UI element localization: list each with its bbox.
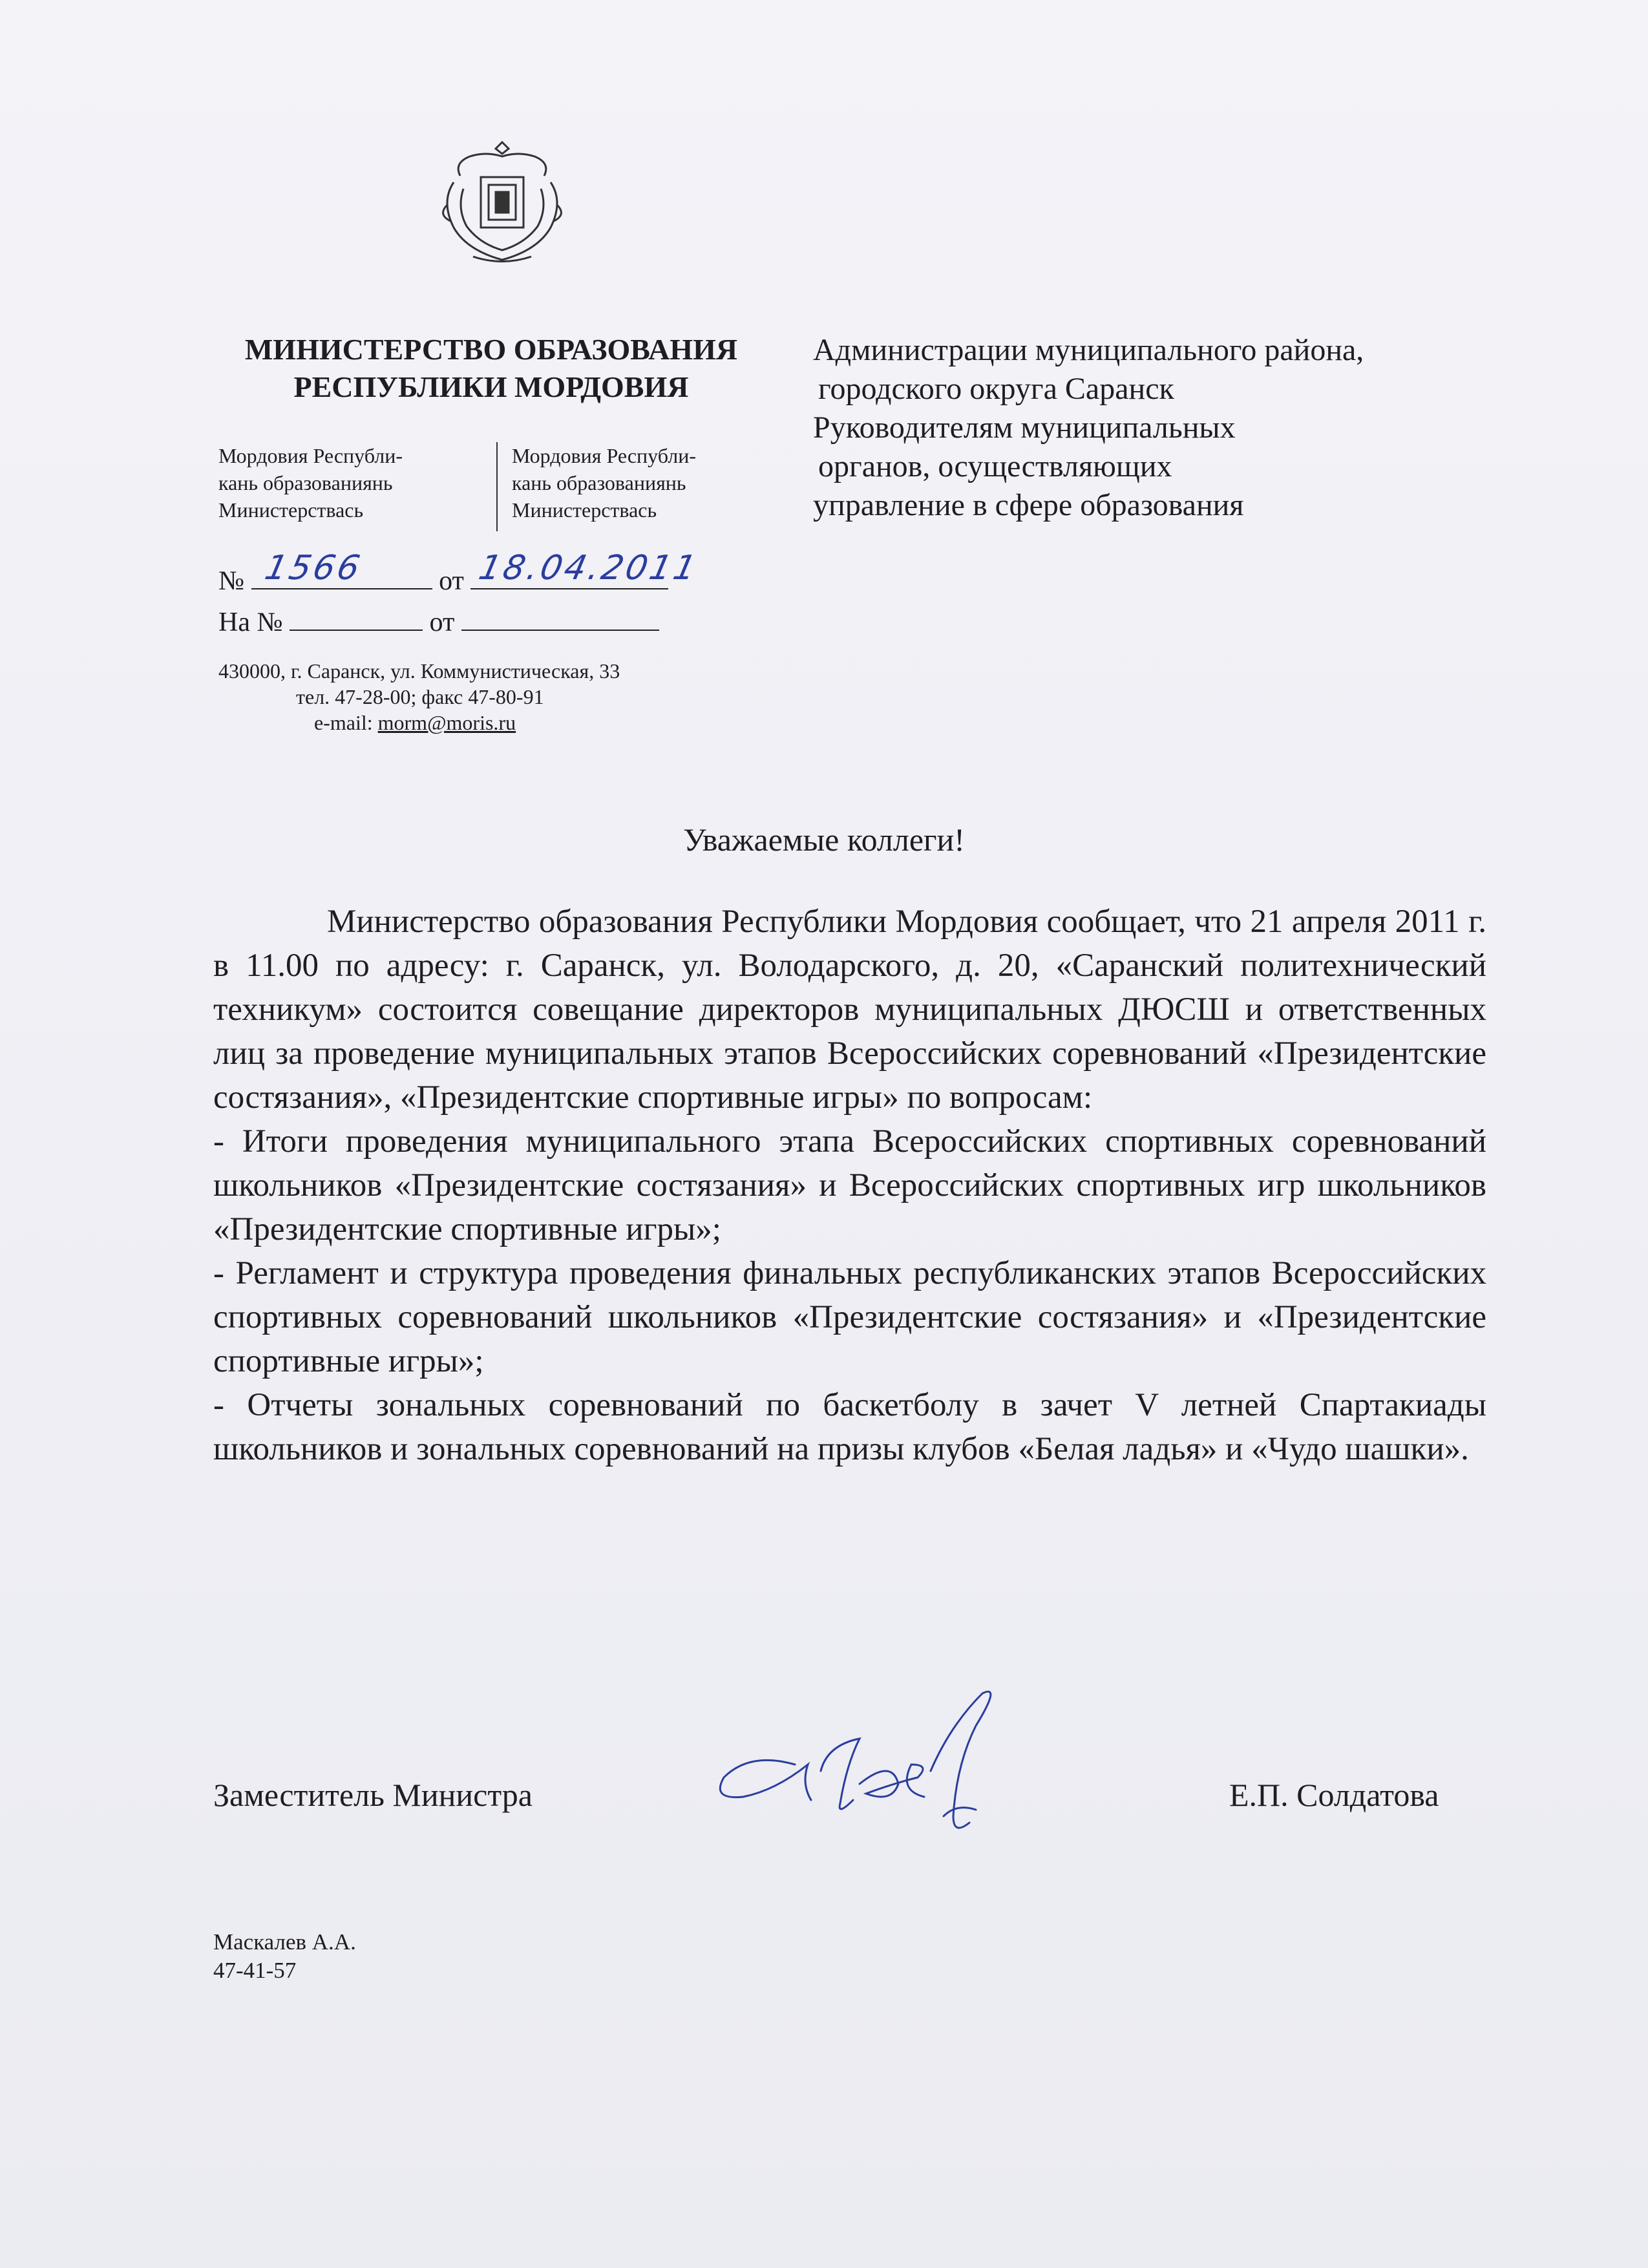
addressee-line: Администрации муниципального района, — [813, 333, 1364, 367]
native-left-line: Мордовия Республи- — [218, 444, 403, 467]
native-left-line: кань образованиянь — [218, 471, 393, 494]
native-right-line: кань образованиянь — [512, 471, 686, 494]
agenda-item: - Отчеты зональных соревнований по баскетболу в зачет V летней Спартакиады школьников и зональных соревнований на призы клубов «Белая ладья» и «Чудо шашки». — [213, 1387, 1486, 1467]
native-right-line: Министерствась — [512, 498, 657, 522]
handwritten-date: 18.04.2011 — [476, 549, 703, 588]
native-language-title — [218, 442, 777, 531]
addressee-line: городского округа Саранск — [818, 372, 1174, 406]
ministry-email-line — [218, 710, 620, 736]
ref-date-field — [461, 604, 659, 631]
reference-number-line — [218, 604, 659, 639]
executor-info — [213, 1928, 356, 1985]
executor-name: Маскалев А.А. — [213, 1929, 356, 1955]
body-intro: Министерство образования Республики Мордовия сообщает, что 21 апреля 2011 г. в 11.00 по адресу: г. Саранск, ул. Володарского, д. 20, «Саранский политехнический техникум» состоится совещание директоров муниципальных ДЮСШ и ответственных лиц за проведение муниципальных этапов Всероссийских соревнований «Президентские состязания», «Президентские спортивные игры» по вопросам: — [213, 904, 1486, 1116]
agenda-item: - Регламент и структура проведения финальных республиканских этапов Всероссийских спортивных соревнований школьников «Президентские состязания» и «Президентские спортивные игры»; — [213, 1255, 1486, 1379]
signatory-name: Е.П. Солдатова — [1229, 1777, 1439, 1813]
handwritten-number: 1566 — [261, 549, 366, 588]
ref-number-field — [290, 604, 423, 631]
date-field — [470, 549, 703, 589]
number-label: № — [218, 566, 245, 596]
ministry-title-line2: РЕСПУБЛИКИ МОРДОВИЯ — [293, 370, 689, 403]
executor-phone: 47-41-57 — [213, 1958, 297, 1983]
date-label: от — [439, 566, 464, 596]
ministry-contacts — [218, 658, 620, 736]
addressee-line: органов, осуществляющих — [818, 449, 1172, 483]
ref-date-label: от — [429, 608, 455, 637]
ministry-address: 430000, г. Саранск, ул. Коммунистическая, 33 — [218, 659, 620, 683]
ministry-phones: тел. 47-28-00; факс 47-80-91 — [296, 685, 544, 708]
addressee-line: управление в сфере образования — [813, 488, 1244, 522]
signatory-position: Заместитель Министра — [213, 1777, 533, 1813]
native-title-right — [498, 442, 777, 531]
native-left-line: Министерствась — [218, 498, 364, 522]
letter-body — [213, 900, 1486, 1471]
native-right-line: Мордовия Республи- — [512, 444, 696, 467]
email-label: e-mail: — [314, 711, 373, 734]
native-title-left — [218, 442, 498, 531]
number-field — [251, 549, 432, 589]
outgoing-number-line — [218, 549, 703, 597]
ref-number-label: На № — [218, 608, 283, 637]
handwritten-signature-icon — [698, 1687, 1060, 1855]
mordovia-coat-of-arms-icon — [434, 137, 570, 266]
ministry-title-line1: МИНИСТЕРСТВО ОБРАЗОВАНИЯ — [244, 333, 738, 366]
email-link[interactable]: morm@moris.ru — [377, 711, 516, 734]
agenda-item: - Итоги проведения муниципального этапа Всероссийских спортивных соревнований школьников «Президентские состязания» и Всероссийских спортивных игр школьников «Президентские спортивные игры»; — [213, 1123, 1486, 1247]
addressee-block — [813, 331, 1563, 525]
greeting: Уважаемые коллеги! — [683, 821, 965, 858]
ministry-title — [207, 331, 776, 406]
addressee-line: Руководителям муниципальных — [813, 410, 1236, 445]
